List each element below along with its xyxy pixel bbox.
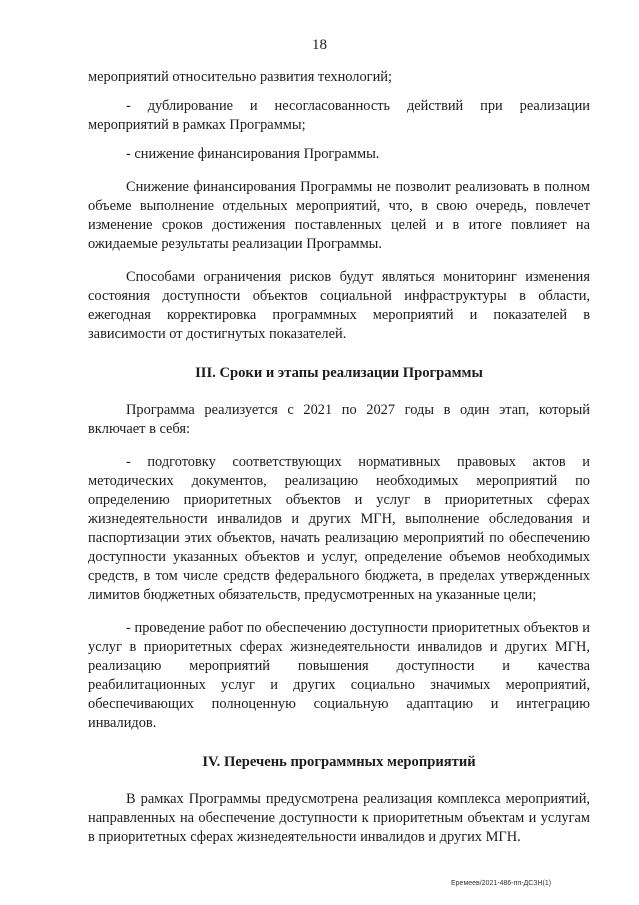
paragraph-risk-mitigation: Способами ограничения рисков будут являться мониторинг изменения состояния доступности объектов социальной инфраструктуры в области, ежегодная корректировка программных мероприятий и показателей в зависимости от достигнутых показателей. — [88, 269, 590, 342]
paragraph-program-measures: В рамках Программы предусмотрена реализация комплекса мероприятий, направленных на обеспечение доступности к приоритетным объектам и услугам в приоритетных сферах жизнедеятельности инвалидов и других МГН. — [88, 791, 590, 845]
list-item-duplication: - дублирование и несогласованность действий при реализации мероприятий в рамках Программы; — [88, 98, 590, 133]
paragraph-risks-continuation: мероприятий относительно развития технологий; — [88, 69, 392, 85]
page-number: 18 — [312, 37, 327, 53]
document-code: Еремеев/2021-486-пп-ДСЗН(1) — [451, 880, 552, 887]
list-item-accessibility-works: - проведение работ по обеспечению доступности приоритетных объектов и услуг в приоритетных сферах жизнедеятельности инвалидов и других МГН, реализацию мероприятий повышения доступности и качества реабилитационных услуг и других социально значимых мероприятий, обеспечивающих полноценную социальную адаптацию и интеграцию инвалидов. — [88, 620, 590, 731]
section-4-heading: IV. Перечень программных мероприятий — [202, 754, 476, 770]
paragraph-funding-impact: Снижение финансирования Программы не позволит реализовать в полном объеме выполнение отдельных мероприятий, что, в свою очередь, повлечет изменение сроков достижения поставленных целей и в итоге повлияет на ожидаемые результаты реализации Программы. — [88, 179, 590, 252]
document-body — [88, 68, 590, 847]
list-item-funding-reduction: - снижение финансирования Программы. — [126, 146, 380, 162]
paragraph-program-period: Программа реализуется с 2021 по 2027 годы в один этап, который включает в себя: — [88, 402, 590, 437]
list-item-preparation: - подготовку соответствующих нормативных правовых актов и методических документов, реализацию необходимых мероприятий по определению приоритетных объектов и услуг в приоритетных сферах жизнедеятельности инвалидов и других МГН, выполнение обследования и паспортизации этих объектов, начать реализацию мероприятий по обеспечению доступности указанных объектов и услуг, определение объемов необходимых средств, в том числе средств федерального бюджета, в пределах утвержденных лимитов бюджетных обязательств, предусмотренных на указанные цели; — [88, 454, 590, 603]
section-3-heading: III. Сроки и этапы реализации Программы — [195, 365, 483, 381]
